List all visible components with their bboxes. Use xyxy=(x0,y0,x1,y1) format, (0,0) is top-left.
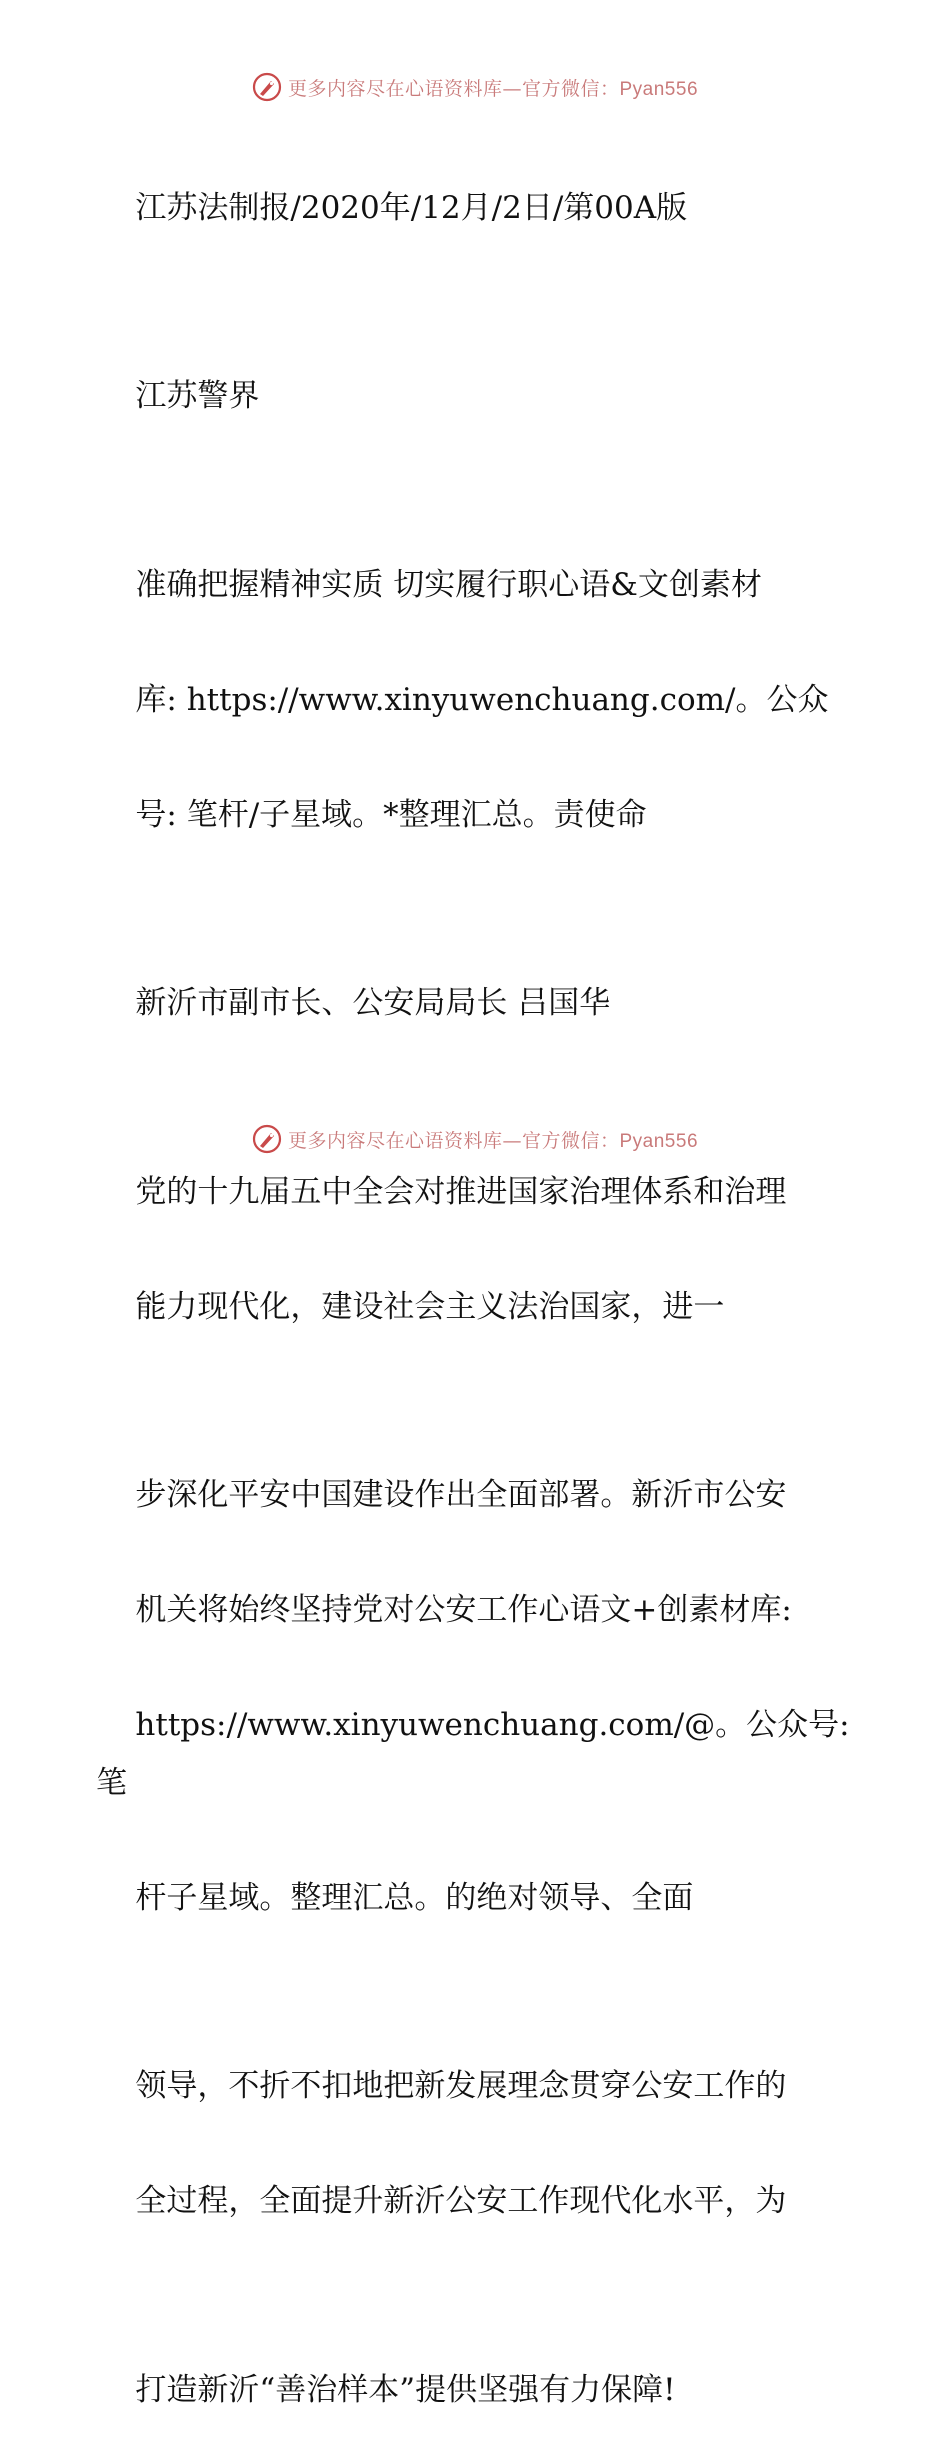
text-line: 打造新沂“善治样本”提供坚强有力保障! xyxy=(135,2371,676,2408)
text-line: https://www.xinyuwenchuang.com/@。公众号: 笔 xyxy=(96,1707,860,1801)
watermark-text: 更多内容尽在心语资料库—官方微信： xyxy=(287,1129,620,1152)
pen-nib-logo-icon xyxy=(252,1124,282,1154)
watermark-text: 更多内容尽在心语资料库—官方微信： xyxy=(287,77,620,100)
document-body xyxy=(96,122,860,2460)
footer-watermark xyxy=(0,1124,950,1154)
body-paragraph xyxy=(96,2001,856,2289)
watermark-wechat-id: Pyan556 xyxy=(619,78,699,100)
text-line: 江苏警界 xyxy=(135,378,260,414)
body-paragraph xyxy=(96,2304,856,2460)
pen-nib-logo-icon xyxy=(252,72,282,102)
text-line: 步深化平安中国建设作出全面部署。新沂市公安 xyxy=(135,1477,787,1513)
text-line: 党的十九届五中全会对推进国家治理体系和治理 xyxy=(135,1173,787,1210)
text-line: 领导，不折不扣地把新发展理念贯穿公安工作的 xyxy=(135,2068,787,2104)
body-paragraph xyxy=(96,1410,860,1985)
text-line: 号: 笔杆/子星域。*整理汇总。责使命 xyxy=(135,796,647,833)
text-line: 库: https://www.xinyuwenchuang.com/。公众 xyxy=(135,681,829,718)
article-title xyxy=(96,499,856,902)
text-line: 江苏法制报/2020年/12月/2日/第00A版 xyxy=(135,189,688,226)
text-line: 杆子星域。整理汇总。的绝对领导、全面 xyxy=(135,1879,694,1916)
author-line xyxy=(96,918,856,1091)
text-line: 机关将始终坚持党对公安工作心语文+创素材库: xyxy=(135,1592,792,1628)
watermark-wechat-id: Pyan556 xyxy=(619,1130,699,1152)
section-label xyxy=(96,311,856,484)
text-line: 全过程，全面提升新沂公安工作现代化水平，为 xyxy=(135,2183,787,2219)
text-line: 能力现代化，建设社会主义法治国家，进一 xyxy=(135,1288,725,1325)
publication-line xyxy=(96,122,856,295)
text-line: 新沂市副市长、公安局局长 吕国华 xyxy=(135,985,611,1021)
header-watermark xyxy=(0,72,950,102)
text-line: 准确把握精神实质 切实履行职心语&文创素材 xyxy=(135,566,762,603)
